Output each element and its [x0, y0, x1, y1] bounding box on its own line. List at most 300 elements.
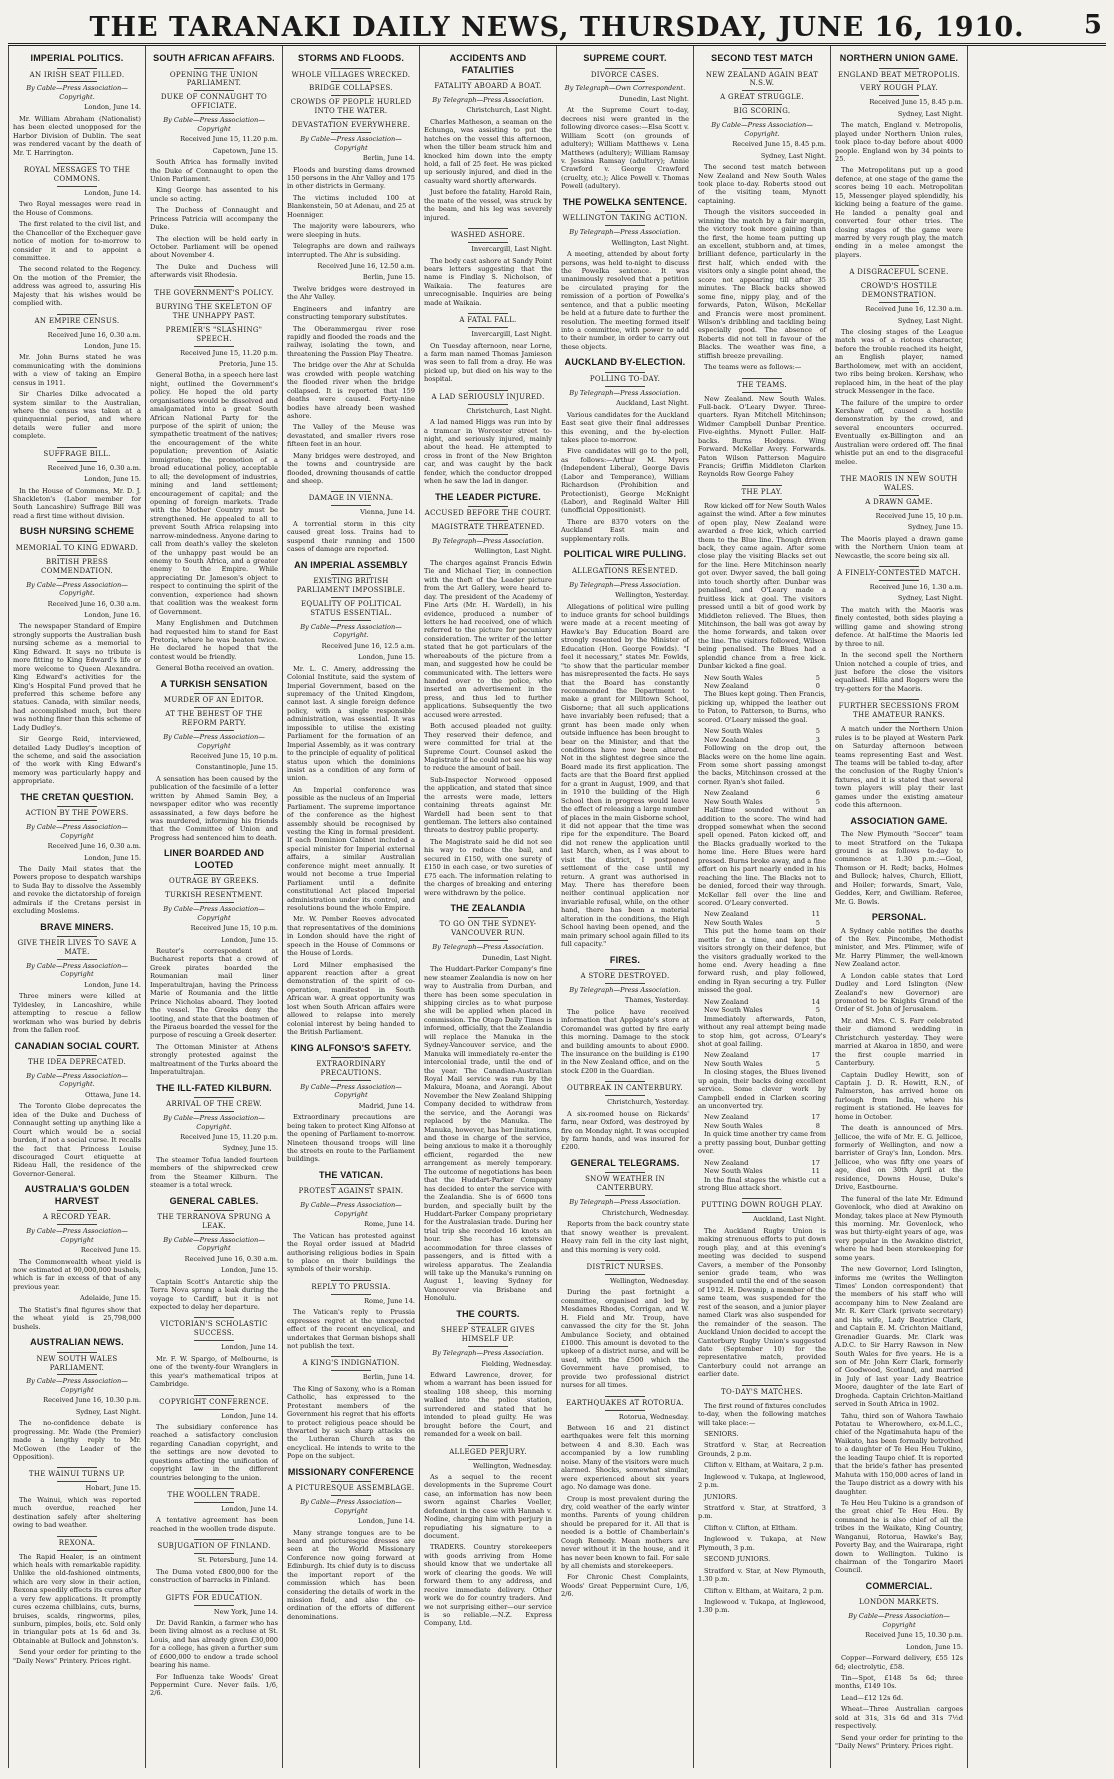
article-dateline: London, June 15. — [221, 935, 278, 944]
score-team: New Zealand — [704, 1158, 749, 1167]
score-team: New Zealand — [704, 997, 749, 1006]
article-paragraph: Mr. and Mrs. C. S. Farr celebrated their diamond wedding in Christchurch yesterday. They were married at Akaroa in 1850, and were the first couple married in Canterbury. — [835, 1016, 963, 1068]
article-dateline: London, June 15. — [221, 1266, 278, 1275]
article-dateline: London, June 14. — [358, 1517, 415, 1526]
article-heading: THE ILL-FATED KILBURN. — [156, 1082, 272, 1093]
divider-rule — [331, 68, 371, 69]
article-subheading: FURTHER SECESSIONS FROM THE AMATEUR RANKS. — [838, 702, 960, 720]
article — [13, 1041, 141, 1179]
article-dateline: London, June 15. — [84, 341, 141, 350]
divider-rule — [57, 1467, 97, 1468]
article — [424, 1445, 552, 1628]
news-column-1 — [9, 46, 146, 1768]
article-paragraph: Send your order for printing to the "Daily News" Printery. Prices right. — [835, 1733, 963, 1751]
article-credit-line: By Cable—Press Association—Copyright — [300, 1498, 402, 1515]
article-subheading: NEW ZEALAND AGAIN BEAT N.S.W. — [705, 70, 819, 88]
article — [835, 472, 963, 560]
article-paragraph: Following on the drop out, the Blacks were on the home line again. From some short passing amongst the backs, Mitchinson crossed at the corner. Ryan's shot failed. — [698, 744, 826, 786]
article-paragraph: Various candidates for the Auckland East seat give their final addresses this evening, and the by-election takes place to-morrow. — [561, 410, 689, 444]
divider-rule — [194, 693, 234, 694]
article-credit-line: By Telegraph—Press Association. — [569, 580, 681, 589]
article-heading: LINER BOARDED AND LOOTED — [163, 848, 265, 870]
article-paragraph: Sub-Inspector Norwood opposed the application, and stated that since the arrests were made, letters containing threats against Mr. Wardell had been sent to that gentleman. The letters also contained threats to destroy public property. — [424, 775, 552, 835]
article-subheading: DIVORCE CASES. — [590, 70, 660, 79]
divider-rule — [331, 1057, 371, 1058]
divider-rule — [57, 578, 97, 579]
article-paragraph: A six-roomed house on Rickards' farm, near Oxford, was destroyed by fire on Monday night. It was occupied by farm hands, and was insured for £200. — [561, 1109, 689, 1152]
article-heading: STORMS AND FLOODS. — [297, 53, 405, 63]
article-credit-line: By Cable—Press Association—Copyright. — [26, 1072, 128, 1089]
divider-rule — [194, 1539, 234, 1540]
article-paragraph: Captain Dudley Hewitt, son of Captain J. D. R. Hewitt, R.N., of Palmerston, has arrived home on furlough from India, where his regiment is stationed. He leaves for home in October. — [835, 1070, 963, 1121]
article-subheading: OPENING THE UNION PARLIAMENT. — [169, 70, 259, 88]
article-subheading: MURDER OF AN EDITOR. — [163, 696, 265, 705]
score-team: New South Wales — [704, 727, 763, 736]
article-paragraph: Many strange tongues are to be heard and picturesque dresses are seen at the World Missionary Conference now going forward at Edinburgh. Its chief duty is to discuss the important report of the commission which has been considering the details of work in the mission field, and also the co-ordination of the efforts of different denominations. — [287, 1528, 415, 1621]
score-line — [698, 1122, 826, 1130]
article — [424, 313, 552, 384]
article-heading: NORTHERN UNION GAME. — [839, 53, 959, 63]
article-paragraph: The body cast ashore at Sandy Point bears letters suggesting that the name is Findlay S. Nicholson, of Waikaia. The features are unrecognisable. Inquiries are being made at Waikaia. — [424, 256, 552, 307]
article-subheading: A DRAWN GAME. — [865, 497, 933, 506]
article-paragraph: The death is announced of Mrs. Jellicoe, the wife of Mr. E. G. Jellicoe, formerly of Wellington, and now a barrister of Gray's Inn, London. Mrs. Jellicoe, who was fifty one years of age, died on 30th April at the residence, Downs House, Duke's Drive, Eastbourne. — [835, 1124, 963, 1192]
article-subheading: TURKISH RESENTMENT. — [164, 891, 263, 900]
divider-rule — [331, 1495, 371, 1496]
score-points: 5 — [815, 1006, 820, 1015]
article-paragraph: Row kicked off for New South Wales against the wind. After a few minutes of open play, New Zealand were awarded a free kick, which carried them to the Blue line. Though driven back, they came again. After some close play the visiting Blacks set out for the line. Here Mitchinson nearly got over. Dwyer saved, the ball going into touch shortly after. Dunbar was penalised, and O'Leary made a fruitless kick at goal. The visitors pressed until a bit of good work by Middleton relieved. The Blues, then Mitchinson, the ball was got away by the home forwards, and taken over the line. The visitors followed, Wilson being penalised. The Blues had a splendid chance from a free kick. Dunbar kicked a fine goal. — [698, 501, 826, 671]
article-credit-line: By Cable—Press Association—Copyright — [163, 1235, 265, 1253]
article — [424, 228, 552, 307]
article-subheading: BRIDGE COLLAPSES. — [309, 84, 393, 93]
article-dateline: Received June 16, 0.30 a.m. — [47, 330, 141, 339]
article-credit-line: By Cable—Press Association—Copyright — [300, 135, 402, 152]
article-dateline: London, June 16. — [84, 611, 141, 620]
article-paragraph: Clifton v. Clifton, at Eltham. — [704, 1523, 798, 1532]
divider-rule — [57, 1536, 97, 1537]
article-paragraph: An Imperial conference was possible as the nucleus of an Imperial Parliament. The supreme importance of the conference as the highest assembly should be recognised by vesting the King in formal president. If each Dominion Cabinet included a special minister for Imperial external affairs, a similar Australian conference might meet annually. It would not become a true Imperial Parliament until a definite constitutional Act placed Imperial administration under its control, and resolutions bound the whole Empire. — [287, 785, 415, 912]
article-paragraph: Copper—Forward delivery, £55 12s 6d; electrolytic, £58. — [835, 1654, 963, 1671]
article-paragraph: Inglewood v. Tukapa, at Inglewood, 2 p.m. — [698, 1472, 826, 1490]
article-paragraph: The closing stages of the League match was of a riotous character, before the trouble reached its height, an English player, named Bartholomew, met with an accident, two ribs being broken. Kershaw, who replaced him, in the heat of the play struck Messenger in the face. — [835, 328, 963, 396]
score-points: 8 — [815, 1121, 820, 1130]
article-subheading: THE MAORIS IN NEW SOUTH WALES. — [840, 475, 958, 492]
article-paragraph: Dr. David Rankin, a farmer who has been living almost as a recluse at St. Louis, and has already given £30,000 for a college, has given a further sum of £600,000 to endow a trade school bearing his name. — [150, 1618, 278, 1670]
article-subheading: THE IDEA DEPRECATED. — [27, 1058, 127, 1067]
article-dateline: Received June 16, 1.30 a.m. — [869, 583, 963, 592]
article — [561, 197, 689, 352]
divider-rule — [57, 1069, 97, 1070]
article-credit-line: By Telegraph—Press Association. — [569, 228, 681, 237]
article — [561, 1081, 689, 1152]
divider-rule — [331, 620, 371, 621]
divider-rule — [468, 228, 508, 229]
article-credit-line: By Cable—Press Association—Copyright. — [711, 121, 813, 138]
article-paragraph: The newspaper Standard of Empire strongly supports the Australian bush nursing scheme as a memorial to King Edward. It says no tribute is more fitting to King Edward's life or more welcome to Queen Alexandra. King Edward's activities for the King's Hospital Fund proved that he preferred this scheme before any statues. Canada, with similar needs, had accomplished much, but there was nothing finer than this scheme of Lady Dudley's. — [13, 622, 141, 732]
divider-rule — [879, 495, 919, 496]
article-paragraph: The Vatican's reply to Prussia expresses regret at the unexpected effect of the recent encyclical, and undertakes that German bishops shall not publish the text. — [287, 1308, 415, 1350]
divider-rule — [742, 499, 782, 500]
score-line — [698, 1006, 826, 1014]
divider-rule — [468, 327, 508, 328]
article-paragraph: For Chronic Chest Complaints, Woods' Great Peppermint Cure, 1/6, 2/6. — [561, 1573, 689, 1599]
score-team: New South Wales — [704, 918, 763, 927]
article-paragraph: This put the home team on their mettle for a time, and kept the visitors strongly on their defence, but the visitors gradually worked to the home end. Avery heading a fine forward rush, and play followed, ending in Ryan securing a try. Fuller missed the goal. — [698, 927, 826, 995]
article-dateline: London, June 14. — [221, 1411, 278, 1420]
article-heading: IMPERIAL POLITICS. — [30, 53, 124, 63]
article-paragraph: A tentative agreement has been reached in the woollen trade dispute. — [150, 1516, 278, 1533]
article-credit-line: By Telegraph—Press Association. — [569, 985, 681, 994]
score-team: New South Wales — [704, 1059, 763, 1068]
article-dateline: London, June 14. — [84, 188, 141, 197]
divider-rule — [605, 1081, 645, 1082]
article-heading: A TURKISH SENSATION — [160, 678, 268, 689]
article-paragraph: A sensation has been caused by the publication of the facsimile of a letter written by Ahmed Samin Bey, a newspaper editor who was recently assassinated, a few days before he was murdered, informing his friends that the Committee of Union and Progress had sentenced him to death. — [150, 774, 278, 842]
article-paragraph: The Valley of the Meuse was devastated, and smaller rivers rose fifteen feet in an hour. — [287, 423, 415, 449]
article-dateline: Received June 15, 11.20 p.m. — [180, 135, 278, 144]
article-credit-line: By Cable—Press Association—Copyright — [163, 733, 265, 750]
divider-rule — [194, 300, 234, 301]
divider-rule — [879, 302, 919, 303]
divider-rule — [605, 969, 645, 970]
article-subheading: A LAD SERIOUSLY INJURED. — [431, 392, 545, 401]
article-subheading: ALLEGED PERJURY. — [449, 1447, 527, 1456]
article-paragraph: The steamer Tofua landed fourteen members of the shipwrecked crew from the Steamer Kilburn. The steamer is a total wreck. — [150, 1155, 278, 1190]
article-subheading: ACCUSED BEFORE THE COURT. — [424, 509, 552, 518]
divider-rule — [879, 95, 919, 96]
article-dateline: Berlin, June 15. — [362, 273, 415, 282]
article — [287, 1170, 415, 1274]
divider-rule — [331, 505, 371, 506]
divider-rule — [331, 491, 371, 492]
article-subheading: FATALITY ABOARD A BOAT. — [434, 82, 542, 91]
article-subheading: GIVE THEIR LIVES TO SAVE A MATE. — [17, 939, 137, 957]
article-dateline: Thames, Yesterday. — [624, 996, 689, 1005]
article-paragraph: The new Governor, Lord Islington, informs me (writes the Wellington Times' London correspondent) that the members of his staff who will accompany him to New Zealand are Mr. R. Kerr Clark (private secretary) and his wife, Lady Beatrice Clark, and Captain E. M. Crichton Maitland, Grenadier Guards. Mr. Clark was A.D.C. to Sir Harry Rawson in New South Wales for five years. He is a son of Mr. John Kerr Clark, formerly of Goodwood, Scotland, and married in July of last year Lady Beatrice Moore, daughter of the late Earl of Drogheda. Captain Crichton-Maitland served in South Africa in 1902. — [835, 1265, 963, 1409]
article-heading: THE COURTS. — [456, 1308, 520, 1319]
article-paragraph: A London cable states that Lord Dudley and Lord Islington (New Zealand's new Governor) are promoted to be Knights Grand of the Order of St. John of Jerusalem. — [835, 971, 963, 1014]
score-points: 3 — [815, 735, 820, 744]
article-heading: GENERAL CABLES. — [169, 1195, 259, 1206]
news-column-3 — [283, 46, 420, 1768]
article-subheading: BURYING THE SKELETON OF THE UNHAPPY PAST. — [155, 302, 273, 320]
score-team: New Zealand — [704, 682, 749, 691]
article-paragraph: The Commonwealth wheat yield is now estimated at 90,000,000 bushels, which is far in excess of that of any previous year. — [13, 1257, 141, 1291]
article-dateline: Berlin, June 14. — [362, 1373, 415, 1382]
article-dateline: Dunedin, Last Night. — [619, 94, 689, 103]
article-paragraph: Immediately afterwards, Paton, without any real attempt being made to stop him, got across, O'Leary's shot at goal failing. — [698, 1014, 826, 1048]
divider-rule — [57, 461, 97, 462]
divider-rule — [331, 1080, 371, 1081]
article-paragraph: Floods and bursting dams drowned 150 persons in the Ahr Valley and 175 in other districts in Germany. — [287, 165, 415, 191]
divider-rule — [57, 959, 97, 960]
masthead — [8, 6, 1106, 46]
article — [150, 1488, 278, 1533]
score-line — [698, 1051, 826, 1059]
article-heading: PERSONAL. — [871, 912, 927, 923]
article-subheading: COPYRIGHT CONFERENCE. — [159, 1397, 269, 1406]
divider-rule — [57, 820, 97, 821]
article-dateline: Ottawa, June 14. — [84, 1090, 141, 1099]
article-paragraph: Half-time sounded without an addition to the score. The wind had dropped somewhat when the second spell opened. Paton kicked off, and the Blacks gradually worked to the home line. Here Blues were hard pressed. Burns broke away, and a fine effort on his part nearly ended in his reaching the line. The Blacks not to be denied, forced their way through. McKellar fell over the line and scored. O'Leary converted. — [698, 806, 826, 907]
article-paragraph: The teams were as follows:— — [704, 363, 802, 372]
article-dateline: Received June 16, 0.30 a.m. — [47, 463, 141, 472]
article-paragraph: The Toronto Globe deprecates the idea of the Duke and Duchess of Connaught setting up anything like a Court which would be a social burden, if not a social curse. It recalls the fact that Princess Louise discouraged Court etiquette at Rideau Hall, the residence of the Governor-General. — [13, 1102, 141, 1178]
article-heading: AUSTRALIAN NEWS. — [30, 1337, 124, 1348]
article-paragraph: Inglewood v. Tukapa, at Inglewood, 1.30 p.m. — [698, 1597, 826, 1615]
divider-rule — [879, 722, 919, 723]
article-paragraph: Many Englishmen and Dutchmen had requested him to stand for East Pretoria, where he was beaten twice. He declared he hoped that the contest would be friendly. — [150, 619, 278, 661]
divider-rule — [194, 874, 234, 875]
article-paragraph: JUNIORS. — [704, 1492, 738, 1501]
divider-rule — [57, 541, 97, 542]
article-dateline: Christchurch, Wednesday. — [601, 1208, 689, 1217]
article-dateline: Wellington, Last Night. — [474, 547, 552, 556]
divider-rule — [194, 1409, 234, 1410]
divider-rule — [879, 1609, 919, 1610]
article — [835, 566, 963, 693]
article-heading: GENERAL TELEGRAMS. — [570, 1157, 680, 1168]
article — [150, 1395, 278, 1482]
article — [561, 955, 689, 1076]
article-heading: ASSOCIATION GAME. — [850, 815, 948, 826]
article-subheading: A FATAL FALL. — [459, 316, 517, 325]
article-dateline: London, June 14. — [221, 1343, 278, 1352]
divider-rule — [57, 1224, 97, 1225]
article-credit-line: By Cable—Press Association—Copyright — [26, 1377, 128, 1394]
divider-rule — [605, 1396, 645, 1397]
divider-rule — [605, 386, 645, 387]
article-subheading: ARRIVAL OF THE CREW. — [166, 1100, 262, 1109]
divider-rule — [468, 917, 508, 918]
article-credit-line: By Telegraph—Press Association. — [432, 537, 544, 546]
article-credit-line: By Cable—Press Association—Copyright — [300, 1082, 402, 1100]
article-paragraph: Reports from the back country state that snowy weather is prevalent. Heavy rain fell in the city last night, and this morning is very cold. — [561, 1220, 689, 1254]
divider-rule — [468, 506, 508, 507]
article-heading: AN IMPERIAL ASSEMBLY — [294, 559, 408, 570]
article-subheading: THE TEAMS. — [737, 380, 787, 389]
score-line — [698, 682, 826, 690]
article-heading: THE VATICAN. — [318, 1169, 384, 1180]
divider-rule — [57, 936, 97, 937]
article-paragraph: The Maoris played a drawn game with the Northern Union team at Newcastle, the score being six all. — [835, 534, 963, 560]
score-points: 5 — [815, 673, 820, 682]
article-subheading: SUFFRAGE BILL. — [43, 449, 111, 458]
article-paragraph: Though the visitors succeeded in winning the match by a fair margin, the victory took more gaining than the first, the home team putting up an excellent, stubborn and, at times, brilliant defence, particularly in the first half, which ended with the visitors only a single point ahead, the score not appearing till after 35 minutes. The Black backs showed some fine, nippy play, and of the forwards, Paton, Wilson, McKellar and Francis were most prominent. Wilson's dribbling and tackling being especially good. The absence of Roberts did not tell in favour of the Blacks. The weather was fine, a stiffish breeze prevailing. — [698, 208, 826, 360]
divider-rule — [194, 1317, 234, 1318]
divider-rule — [194, 730, 234, 731]
divider-rule — [57, 1481, 97, 1482]
article-subheading: BRITISH PRESS COMMENDATION. — [41, 557, 113, 575]
article-dateline: Auckland, Last Night. — [753, 1215, 826, 1224]
divider-rule — [468, 1459, 508, 1460]
divider-rule — [194, 1488, 234, 1489]
score-points: 11 — [811, 910, 820, 919]
article-dateline: Adelaide, June 15. — [80, 1294, 141, 1303]
article-dateline: Sydney, Last Night. — [897, 109, 963, 118]
divider-rule — [742, 90, 782, 91]
article-subheading: VICTORIAN'S SCHOLASTIC SUCCESS. — [160, 1320, 268, 1338]
divider-rule — [879, 472, 919, 473]
score-points: 5 — [815, 797, 820, 806]
divider-rule — [605, 1172, 645, 1173]
article — [698, 1385, 826, 1615]
article-paragraph: Allegations of political wire pulling to induce grants for school buildings were made at a recent meeting of Hawke's Bay Education Board are strongly resented by the Minister of Education (Hon. George Fowlds). "I feel it necessary," states Mr. Fowlds, "to show that the particular member has misrepresented the facts. He says that the Board has constantly recommended the Department to make a grant for Milltown School, Gisborne; that all such applications have invariably been refused; that a grant has been made only when outside influence has been brought to bear on the Minister, and that the conditions have now been altered. Not in the slightest degree since the Board made its first application. The facts are that the Board first applied for a grant in August, 1909, and that in 1910 the building of the High School then in progress would leave the effect of releasing a large number of places in the main Gisborne school, it did not appear that the time was ripe for the expenditure. The Board did not renew the application until last March, when, as I was about to visit the district, I postponed settlement of the case until my return. A grant was authorised in May. There has therefore been neither continual application nor invariable refusal, while, on the other hand, there has been a material alteration in the conditions, the High School having been opened, and the main primary school again filled to its full capacity." — [561, 602, 689, 949]
divider-rule — [57, 1352, 97, 1353]
article-credit-line: By Telegraph—Own Correspondent. — [564, 84, 686, 93]
article-heading: POLITICAL WIRE PULLING. — [563, 549, 687, 560]
article-heading: ACCIDENTS AND FATALITIES — [449, 53, 527, 75]
article-paragraph: In the House of Commons, Mr. D. J. Shackleton's (Labor member for South Lancashire) Suffrage Bill was read a first time without division. — [13, 486, 141, 520]
article — [835, 699, 963, 809]
article-subheading: PREMIER'S "SLASHING" SPEECH. — [165, 325, 263, 343]
article — [698, 1198, 826, 1378]
divider-rule — [194, 1210, 234, 1211]
divider-rule — [331, 1198, 371, 1199]
article-credit-line: By Cable—Press Association—Copyright. — [26, 84, 128, 101]
divider-rule — [194, 1233, 234, 1234]
article-heading: MISSIONARY CONFERENCE — [287, 1466, 415, 1477]
article-paragraph: Te Heu Heu Tukino is a grandson of the great chief Te Heu Heu. By command he is also chief of all the tribes in the Waikato, King Country, Wanganui, Rotorua, Hawke's Bay, Poverty Bay, and the Wairarapa, right down to Wellington. Tukino is chairman of the Tongariro Maori Council. — [835, 1498, 963, 1575]
article-paragraph: Engineers and infantry are constructing temporary substitutes. — [287, 304, 415, 322]
divider-rule — [57, 555, 97, 556]
article-credit-line: By Cable—Press Association—Copyright — [26, 1227, 128, 1244]
article-credit-line: By Cable—Press Association—Copyright. — [300, 622, 402, 640]
article-heading: THE LEADER PICTURE. — [435, 491, 541, 502]
article-paragraph: Mr. William Abraham (Nationalist) has been elected unopposed for the Harbor Division of Dublin. The seat was rendered vacant by the death of Mr. T. Harrington. — [13, 114, 141, 157]
article-dateline: London, June 15. — [358, 653, 415, 662]
divider-rule — [605, 68, 645, 69]
divider-rule — [605, 225, 645, 226]
article-paragraph: Tahu, third son of Wahora Tawhaio Potatau te Wherowhero, ex-M.L.C., chief of the Ngatimahuta hapu of the Waikato, has been formally betrothed to a daughter of Te Heu Heu Tukino, the leading Taupo chief. It is reported that the bride's father has presented Mahuta with 150,000 acres of land in the Taupo district as a dowry with his daughter. — [835, 1411, 963, 1496]
article-subheading: SNOW WEATHER IN CANTERBURY. — [585, 1175, 665, 1193]
article-paragraph: The majority were labourers, who were sleeping in huts. — [287, 222, 415, 239]
article-paragraph: TRADERS. Country storekeepers with goods arriving from Home should know that we undertake all work of clearing the goods. We will forward them to any address, and receive immediate delivery. Other work we do for country traders. And we not surprising either—our service is so reliable.—N.Z. Express Company, Ltd. — [424, 1543, 552, 1628]
article — [561, 1396, 689, 1599]
article — [150, 1196, 278, 1312]
divider-rule — [331, 118, 371, 119]
divider-rule — [194, 286, 234, 287]
score-line — [698, 998, 826, 1006]
divider-rule — [468, 390, 508, 391]
article — [424, 903, 552, 1303]
article-heading: SECOND TEST MATCH — [711, 53, 813, 63]
article-dateline: Fielding, Wednesday. — [481, 1359, 552, 1368]
article-dateline: Capetown, June 15. — [212, 146, 278, 155]
article — [424, 53, 552, 222]
divider-rule — [194, 346, 234, 347]
article-subheading: MAGISTRATE THREATENED. — [431, 523, 545, 532]
article-dateline: Christchurch, Yesterday. — [607, 1098, 689, 1107]
article-paragraph: The Vatican has protested against the Royal order issued at Madrid authorising religious bodies in Spain to place on their buildings the symbols of their worship. — [287, 1231, 415, 1274]
article-subheading: WELLINGTON TAKING ACTION. — [562, 214, 688, 223]
article-dateline: Christchurch, Last Night. — [466, 106, 552, 115]
divider-rule — [605, 81, 645, 82]
divider-rule — [57, 328, 97, 329]
article — [13, 1184, 141, 1331]
divider-rule — [468, 404, 508, 405]
article-paragraph: The funeral of the late Mr. Edmund Govenlock, who died at Awakino on Monday, takes place at New Plymouth this morning. Mr. Govenlock, who was but thirty-eight years of age, was very popular in the Awakino district, where he had been storekeeping for some years. — [835, 1194, 963, 1262]
article-paragraph: A Sydney cable notifies the deaths of the Rev. Pincombe, Methodist minister, and Mrs. Plimmer, wife of Mr. Harry Plimmer, the well-known New Zealand actor. — [835, 926, 963, 969]
score-points: 0 — [815, 682, 820, 691]
article-dateline: Dunedin, Last Night. — [482, 953, 552, 962]
article-heading: KING ALFONSO'S SAFETY. — [290, 1042, 412, 1053]
article — [424, 390, 552, 486]
article — [13, 792, 141, 916]
divider-rule — [331, 1294, 371, 1295]
article-subheading: AT THE BEHEST OF THE REFORM PARTY. — [165, 710, 263, 728]
article — [835, 816, 963, 906]
article-dateline: Wellington, Last Night. — [611, 238, 689, 247]
divider-rule — [331, 1370, 371, 1371]
score-line — [698, 736, 826, 744]
article — [287, 560, 415, 1037]
score-points: 5 — [815, 918, 820, 927]
article — [287, 1043, 415, 1164]
article-paragraph: The Duma voted £800,000 for the construction of barracks in Finland. — [150, 1567, 278, 1585]
article-paragraph: The first related to the civil list, and the Chancellor of the Exchequer gave notice of motion for to-morrow to consider it and to appoint a committee. — [13, 220, 141, 262]
divider-rule — [194, 1605, 234, 1606]
score-team: New Zealand — [704, 910, 749, 919]
article-dateline: New York, June 14. — [213, 1607, 278, 1616]
divider-rule — [742, 118, 782, 119]
article-paragraph: The Ottoman Minister at Athens strongly protested against the maltreatment of the Turks aboard the Imperatultrajan. — [150, 1042, 278, 1077]
article-dateline: Rotorua, Wednesday. — [618, 1412, 689, 1421]
score-points: 17 — [811, 1158, 820, 1167]
article-subheading: A STORE DESTROYED. — [580, 972, 670, 981]
article-heading: AUCKLAND BY-ELECTION. — [564, 357, 686, 368]
article-subheading: ACTION BY THE POWERS. — [25, 809, 129, 818]
article-subheading: MEMORIAL TO KING EDWARD. — [15, 543, 139, 552]
article-subheading: THE TERRANOVA SPRUNG A LEAK. — [157, 1213, 271, 1231]
divider-rule — [57, 186, 97, 187]
article-dateline: Christchurch, Last Night. — [466, 406, 552, 415]
article-heading: SOUTH AFRICAN AFFAIRS. — [153, 53, 275, 63]
article-subheading: A FINELY-CONTESTED MATCH. — [837, 569, 961, 578]
article-subheading: EARTHQUAKES AT ROTORUA. — [565, 1398, 685, 1407]
divider-rule — [468, 313, 508, 314]
divider-rule — [742, 1198, 782, 1199]
masthead-title: THE TARANAKI DAILY NEWS, THURSDAY, JUNE 16, 1910. — [89, 12, 1025, 43]
article — [287, 53, 415, 485]
article-credit-line: By Cable—Press Association—Copyright. — [163, 1114, 265, 1131]
divider-rule — [194, 1340, 234, 1341]
article-paragraph: The Rapid Healer, is an ointment which heals with remarkable rapidity. Unlike the old-fashioned ointments, which are very slow in their action, Rexona speedily effects its cures after a very few applications. It promptly cures eczema chilblains, cuts, burns, bruises, scalds, ringworms, piles, sunburn, pimples, boils, etc. Sold only in triangular pots at 1s 6d and 3s. Obtainable at Bullock and Johnston's. — [13, 1552, 141, 1645]
article-paragraph: SECOND JUNIORS. — [704, 1555, 771, 1564]
article-dateline: Rome, June 14. — [364, 1220, 415, 1229]
article-subheading: A KING'S INDIGNATION. — [302, 1359, 400, 1368]
divider-rule — [331, 574, 371, 575]
article-dateline: London, June 15. — [906, 1642, 963, 1651]
article-paragraph: Reuter's correspondent at Bucharest reports that a crowd of Greek pirates boarded the Roumanian mail liner Imperatultrajan, having the Princess Marie of Roumania and the little Prince Nicholas aboard. They looted the vessel. The Greeks deny the looting, and state that the boatmen of the Piraeus boarded the vessel for the purpose of rescuing a Greek deserter. — [150, 947, 278, 1040]
article-dateline: Received June 15, 10 p.m. — [190, 924, 278, 933]
article — [287, 1356, 415, 1460]
article-paragraph: Twelve bridges were destroyed in the Ahr Valley. — [287, 284, 415, 302]
divider-rule — [468, 520, 508, 521]
divider-rule — [605, 211, 645, 212]
article-dateline: Vienna, June 14. — [360, 508, 415, 517]
article — [150, 848, 278, 1076]
article-heading: FIRES. — [609, 954, 641, 965]
article-dateline: Sydney, June 15. — [222, 1144, 278, 1153]
article-paragraph: Lord Milner emphasised the apparent reaction after a great demonstration of the spirit of co-operation, manifested in South African war. A great opportunity was lost when South African affairs were allowed to relapse into merely colonial interest by being handed to the British Parliament. — [287, 960, 415, 1037]
article — [835, 265, 963, 466]
article-paragraph: Sir George Reid, interviewed, detailed Lady Dudley's inception of the scheme, and said the association of the work with King Edward's memory was particularly happy and appropriate. — [13, 735, 141, 786]
divider-rule — [742, 104, 782, 105]
score-team: New Zealand — [704, 1051, 749, 1060]
article-dateline: Pretoria, June 15. — [218, 359, 278, 368]
article-subheading: THE WAINUI TURNS UP. — [28, 1470, 126, 1479]
article-credit-line: By Cable—Press Association—Copyright — [26, 962, 128, 979]
